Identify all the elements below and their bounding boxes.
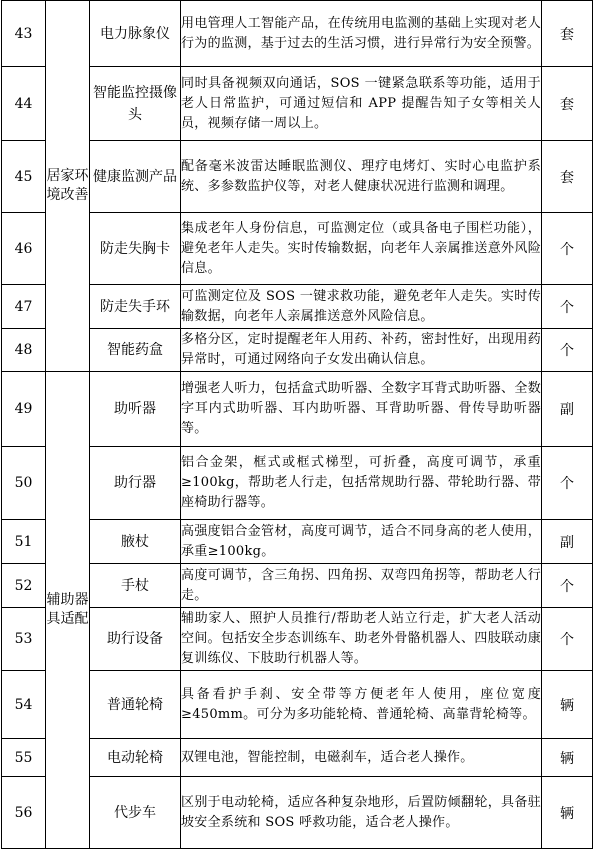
row-number: 46 bbox=[2, 213, 46, 285]
row-number: 45 bbox=[2, 141, 46, 213]
product-description: 配备毫米波雷达睡眠监测仪、理疗电烤灯、实时心电监护系统、多参数监护仪等，对老人健康状况进行监测和调理。 bbox=[181, 141, 542, 213]
unit: 辆 bbox=[542, 671, 593, 739]
table-row bbox=[2, 285, 593, 329]
row-number: 48 bbox=[2, 329, 46, 372]
table-row bbox=[2, 213, 593, 285]
category-cell: 居家环境改善 bbox=[46, 1, 90, 372]
unit: 辆 bbox=[542, 777, 593, 849]
product-description: 多格分区，定时提醒老年人用药、补药，密封性好，出现用药异常时，可通过网络向子女发出确认信息。 bbox=[181, 329, 542, 372]
unit: 个 bbox=[542, 564, 593, 608]
product-description: 高度可调节，含三角拐、四角拐、双弯四角拐等，帮助老人行走。 bbox=[181, 564, 542, 608]
product-name: 智能药盒 bbox=[90, 329, 181, 372]
table-row bbox=[2, 739, 593, 777]
table-row bbox=[2, 372, 593, 447]
product-description: 可监测定位及 SOS 一键求救功能，避免老年人走失。实时传输数据，向老年人亲属推送意外风险信息。 bbox=[181, 285, 542, 329]
table-row bbox=[2, 67, 593, 141]
unit: 个 bbox=[542, 213, 593, 285]
product-name: 普通轮椅 bbox=[90, 671, 181, 739]
unit: 个 bbox=[542, 608, 593, 671]
table-row bbox=[2, 608, 593, 671]
product-description: 区别于电动轮椅，适应各种复杂地形，后置防倾翻轮，具备驻坡安全系统和 SOS 呼救功能，适合老人操作。 bbox=[181, 777, 542, 849]
product-name: 助行器 bbox=[90, 447, 181, 520]
product-description: 用电管理人工智能产品，在传统用电监测的基础上实现对老人行为的监测，基于过去的生活习惯，进行异常行为安全预警。 bbox=[181, 1, 542, 67]
row-number: 54 bbox=[2, 671, 46, 739]
row-number: 43 bbox=[2, 1, 46, 67]
row-number: 52 bbox=[2, 564, 46, 608]
unit: 副 bbox=[542, 372, 593, 447]
product-name: 代步车 bbox=[90, 777, 181, 849]
product-name: 电动轮椅 bbox=[90, 739, 181, 777]
product-table bbox=[1, 0, 593, 849]
unit: 个 bbox=[542, 447, 593, 520]
product-name: 手杖 bbox=[90, 564, 181, 608]
product-description: 高强度铝合金管材，高度可调节，适合不同身高的老人使用，承重≥100kg。 bbox=[181, 520, 542, 564]
unit: 套 bbox=[542, 141, 593, 213]
table-row bbox=[2, 447, 593, 520]
unit: 副 bbox=[542, 520, 593, 564]
product-name: 腋杖 bbox=[90, 520, 181, 564]
product-description: 双锂电池，智能控制，电磁刹车，适合老人操作。 bbox=[181, 739, 542, 777]
row-number: 55 bbox=[2, 739, 46, 777]
product-name: 助听器 bbox=[90, 372, 181, 447]
table-row bbox=[2, 141, 593, 213]
product-description: 集成老年人身份信息，可监测定位（或具备电子围栏功能），避免老年人走失。实时传输数据，向老年人亲属推送意外风险信息。 bbox=[181, 213, 542, 285]
product-name: 智能监控摄像头 bbox=[90, 67, 181, 141]
unit: 套 bbox=[542, 1, 593, 67]
category-cell: 辅助器具适配 bbox=[46, 372, 90, 849]
unit: 辆 bbox=[542, 739, 593, 777]
row-number: 50 bbox=[2, 447, 46, 520]
product-description: 增强老人听力，包括盒式助听器、全数字耳背式助听器、全数字耳内式助听器、耳内助听器、耳背助听器、骨传导助听器等。 bbox=[181, 372, 542, 447]
row-number: 53 bbox=[2, 608, 46, 671]
product-name: 健康监测产品 bbox=[90, 141, 181, 213]
table-row bbox=[2, 520, 593, 564]
table-row bbox=[2, 329, 593, 372]
unit: 个 bbox=[542, 285, 593, 329]
product-name: 助行设备 bbox=[90, 608, 181, 671]
product-name: 防走失手环 bbox=[90, 285, 181, 329]
product-description: 铝合金架，框式或框式梯型，可折叠，高度可调节，承重≥100kg，帮助老人行走，包括常规助行器、带轮助行器、带座椅助行器等。 bbox=[181, 447, 542, 520]
product-name: 防走失胸卡 bbox=[90, 213, 181, 285]
row-number: 47 bbox=[2, 285, 46, 329]
row-number: 56 bbox=[2, 777, 46, 849]
unit: 套 bbox=[542, 67, 593, 141]
table-row bbox=[2, 671, 593, 739]
row-number: 51 bbox=[2, 520, 46, 564]
product-description: 同时具备视频双向通话，SOS 一键紧急联系等功能，适用于老人日常监护，可通过短信和 APP 提醒告知子女等相关人员，视频存储一周以上。 bbox=[181, 67, 542, 141]
product-description: 具备看护手刹、安全带等方便老年人使用，座位宽度≥450mm。可分为多功能轮椅、普通轮椅、高靠背轮椅等。 bbox=[181, 671, 542, 739]
table-row bbox=[2, 1, 593, 67]
table-row bbox=[2, 777, 593, 849]
product-description: 辅助家人、照护人员推行/帮助老人站立行走，扩大老人活动空间。包括安全步态训练车、助老外骨骼机器人、四肢联动康复训练仪、下肢助行机器人等。 bbox=[181, 608, 542, 671]
product-name: 电力脉象仪 bbox=[90, 1, 181, 67]
table-row bbox=[2, 564, 593, 608]
unit: 个 bbox=[542, 329, 593, 372]
row-number: 44 bbox=[2, 67, 46, 141]
row-number: 49 bbox=[2, 372, 46, 447]
